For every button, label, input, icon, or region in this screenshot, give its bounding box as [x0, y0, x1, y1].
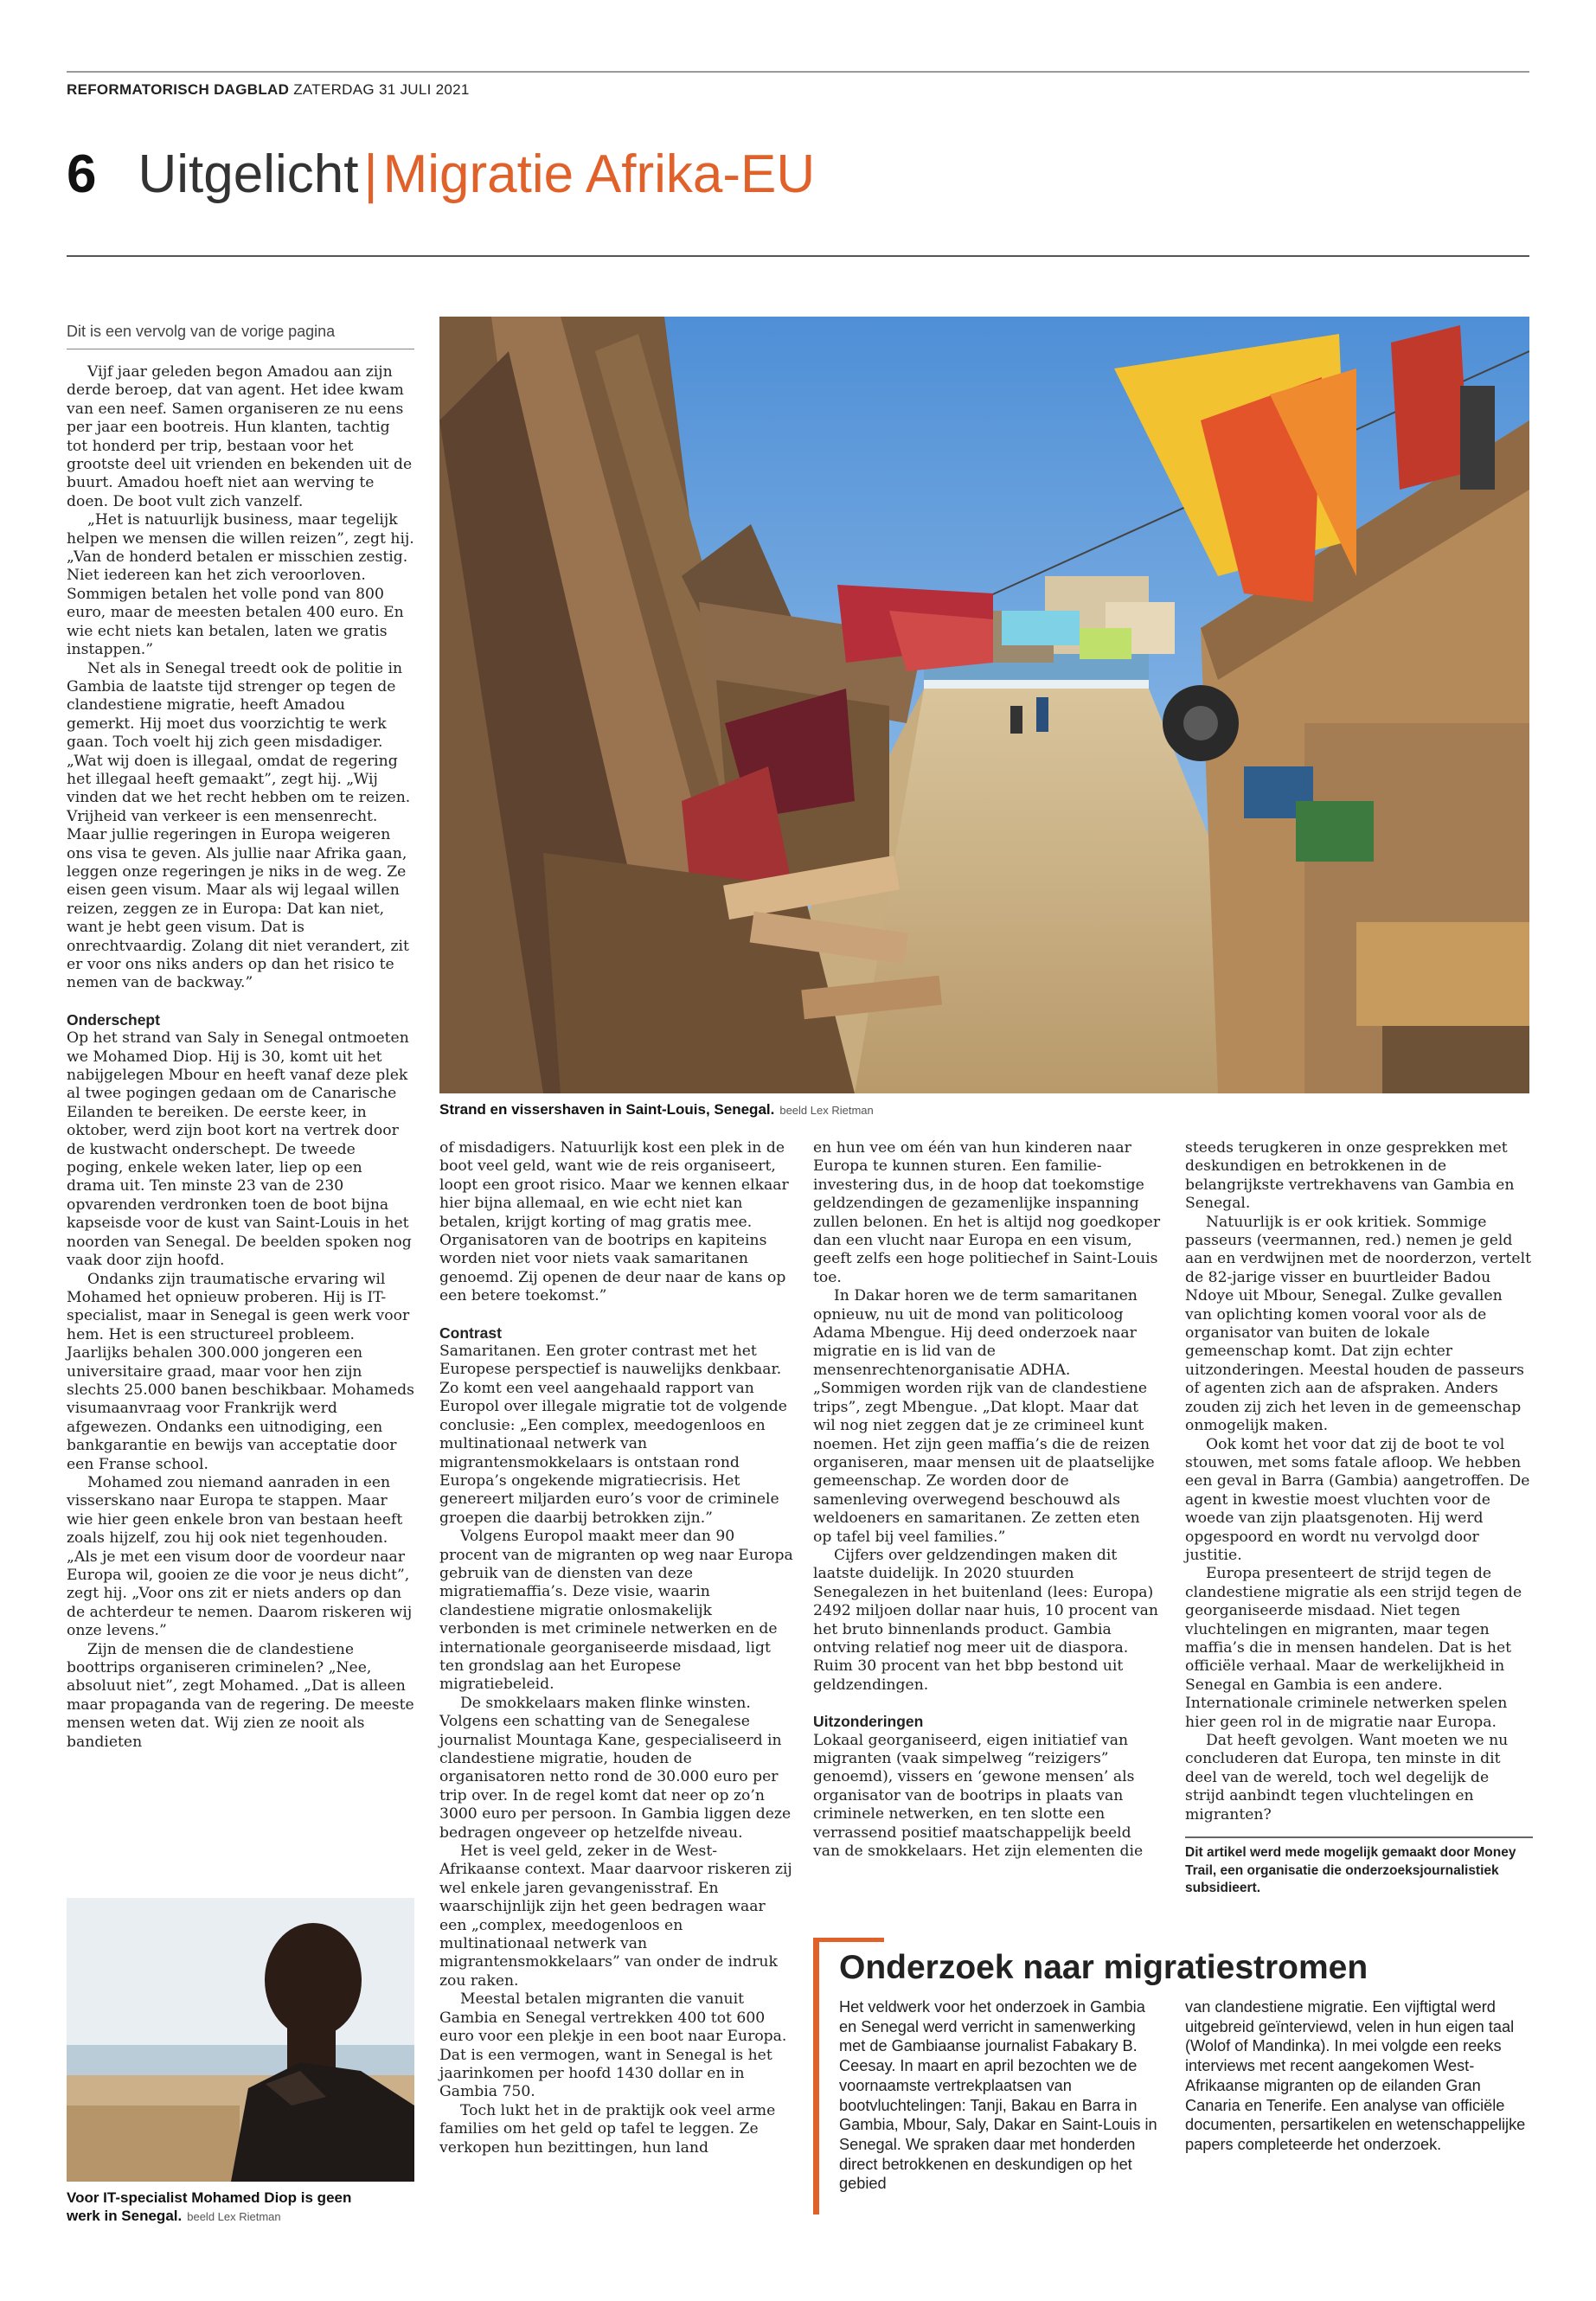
- subheading-contrast: Contrast: [439, 1324, 502, 1342]
- portrait-caption-line1: Voor IT-specialist Mohamed Diop is geen: [67, 2189, 352, 2206]
- paragraph: Zijn de mensen die de clandestiene boottrips organiseren criminelen? „Nee, absoluut niet”, zegt Mohamed. „Dat is alleen maar propaganda van de regering. De meeste mensen weten dat. Wij zien ze nooit als bandieten: [67, 1640, 414, 1751]
- heading-rule: [67, 255, 1529, 257]
- main-photo-credit: beeld Lex Rietman: [779, 1104, 874, 1117]
- sidebar-text-left: Het veldwerk voor het onderzoek in Gambia en Senegal werd verricht in samenwerking met de Gambiaanse journalist Fabakary B. Ceesay. In maart en april bezochten we de voornaamste vertrekplaatsen van bootvluchtelingen: Tanji, Bakau en Barra in Gambia, Mbour, Saly, Dakar en Saint-Louis in Senegal. We spraken daar met honderden direct betrokkenen en deskundigen op het gebied: [839, 1998, 1157, 2193]
- publication-date: ZATERDAG 31 JULI 2021: [293, 81, 470, 98]
- paragraph: of misdadigers. Natuurlijk kost een plek in de boot veel geld, want wie de reis organiseert, loopt een groot risico. Maar we kennen elkaar hier bijna allemaal, en wie echt niet kan betalen, krijgt korting of mag gratis mee. Organisatoren van de bootrips en kapiteins worden niet voor niets vaak samaritanen genoemd. Zij openen de deur naar de kans op een betere toekomst.”: [439, 1139, 789, 1305]
- subheading-onderschept: Onderschept: [67, 1010, 160, 1029]
- paragraph: Ondanks zijn traumatische ervaring wil Mohamed het opnieuw proberen. Hij is IT-specialist, maar in Senegal is geen werk voor hem. Het is een structureel probleem. Jaarlijks behalen 300.000 jongeren een universitaire graad, maar voor hen zijn slechts 25.000 banen beschikbaar. Mohameds visumaanvraag voor Frankrijk werd afgewezen. Ondanks een uitnodiging, een bankgarantie en bewijs van acceptatie door een Franse school.: [67, 1270, 414, 1473]
- credit-rule: [1185, 1836, 1533, 1838]
- main-photo-caption-text: Strand en vissershaven in Saint-Louis, Senegal.: [439, 1101, 775, 1118]
- paragraph: Net als in Senegal treedt ook de politie in Gambia de laatste tijd strenger op tegen de clandestiene migratie, heeft Amadou gemerkt. Hij moet dus voorzichtig te werk gaan. Toch voelt hij zich geen misdadiger. „Wat wij doen is illegaal, omdat de regering het illegaal heeft gemaakt”, zegt hij. „Wij vinden dat we het recht hebben om te reizen. Vrijheid van verkeer is een mensenrecht. Maar jullie regeringen in Europa weigeren ons visa te geven. Als jullie naar Afrika gaan, leggen onze regeringen je niks in de weg. Ze eisen geen visum. Maar als wij legaal willen reizen, zeggen ze in Europa: Dat kan niet, want je hebt geen visum. Dat is onrechtvaardig. Zolang dit niet verandert, zit er voor ons niks anders op dan het risico te nemen van de backway.”: [67, 659, 411, 992]
- paragraph: Toch lukt het in de praktijk ook veel arme families om het geld op tafel te leggen. Ze verkopen hun bezittingen, hun land: [439, 2101, 776, 2157]
- top-rule: [67, 71, 1529, 73]
- paragraph: „Het is natuurlijk business, maar tegelijk helpen we mensen die willen reizen”, zegt hij. „Van de honderd betalen er misschien zestig. Niet iedereen kan het zich veroorloven. Sommigen betalen het volle pond van 800 euro, maar de meesten betalen 400 euro. En wie echt niets kan betalen, laten we gratis instappen.”: [67, 511, 414, 659]
- credit-note: Dit artikel werd mede mogelijk gemaakt door Money Trail, een organisatie die onderzoeksjournalistiek subsidieert.: [1185, 1845, 1516, 1895]
- paragraph: en hun vee om één van hun kinderen naar Europa te kunnen sturen. Een familie-investering dus, in de hoop dat toekomstige geldzendingen de gezamenlijke inspanning zullen belonen. En het is altijd nog goedkoper dan een vlucht naar Europa en een visum, geeft zelfs een hoge politiechef in Saint-Louis toe.: [813, 1139, 1161, 1286]
- paragraph: Vijf jaar geleden begon Amadou aan zijn derde beroep, dat van agent. Het idee kwam van een neef. Samen organiseren ze nu eens per jaar een bootreis. Hun klanten, tachtig tot honderd per trip, bestaan voor het grootste deel uit vrienden en bekenden uit de buurt. Amadou hoeft niet aan werving te doen. De boot vult zich vanzelf.: [67, 363, 413, 510]
- paragraph: Natuurlijk is er ook kritiek. Sommige passeurs (veermannen, red.) nemen je geld aan en verdwijnen met de noorderzon, vertelt de 82-jarige visser en buurtleider Badou Ndoye uit Mbour, Senegal. Zulke gevallen van oplichting komen vooral voor als de organisator van buiten de lokale gemeenschap komt. Dat zijn echter uitzonderingen. Meestal houden de passeurs of agenten zich aan de afspraken. Anders zouden zij zich het leven in de gemeenschap onmogelijk maken.: [1185, 1213, 1531, 1435]
- paragraph: De smokkelaars maken flinke winsten. Volgens een schatting van de Senegalese journalist Mountaga Kane, gespecialiseerd in clandestiene migratie, houden de organisatoren netto rond de 30.000 euro per trip over. In de regel komt dat neer op zo’n 3000 euro per persoon. In Gambia liggen deze bedragen ongeveer op hetzelfde niveau.: [439, 1694, 792, 1842]
- publication-name: REFORMATORISCH DAGBLAD: [67, 81, 290, 98]
- main-photo: [439, 317, 1529, 1093]
- portrait-caption-line2: werk in Senegal.: [67, 2208, 183, 2224]
- paragraph: Volgens Europol maakt meer dan 90 procent van de migranten op weg naar Europa gebruik van de diensten van deze migratiemaffia’s. Deze visie, waarin clandestiene migratie onlosmakelijk verbonden is met criminele netwerken en de internationale georganiseerde misdaad, ligt ten grondslag aan het Europese migratiebeleid.: [439, 1528, 793, 1694]
- paragraph: Mohamed zou niemand aanraden in een visserskano naar Europa te stappen. Maar wie hier geen enkele bron van bestaan heeft zoals hijzelf, zou hij ook niet tegenhouden. „Als je met een visum door de voordeur naar Europa wil, gooien ze die voor je neus dicht”, zegt hij. „Voor ons zit er niets anders op dan de achterdeur te nemen. Daarom riskeren wij onze levens.”: [67, 1473, 413, 1640]
- article-column-3: [813, 1139, 1161, 1861]
- portrait-illustration: [67, 1898, 414, 2182]
- paragraph: Dat heeft gevolgen. Want moeten we nu concluderen dat Europa, ten minste in dit deel van de wereld, toch wel degelijk de strijd aanbindt tegen vluchtelingen en migranten?: [1185, 1732, 1509, 1823]
- beach-harbour-illustration: [439, 317, 1529, 1093]
- page-number: 6: [67, 144, 97, 204]
- portrait-caption: [67, 2189, 421, 2226]
- paragraph: Het is veel geld, zeker in de West-Afrikaanse context. Maar daarvoor riskeren zij wel enkele jaren gevangenisstraf. En waarschijnlijk zijn het geen bedragen waar een „complex, meedogenloos en multinationaal netwerk van migrantensmokkelaars” van onder de indruk zou raken.: [439, 1843, 792, 1990]
- sidebar-title: Onderzoek naar migratiestromen: [839, 1949, 1368, 1986]
- sidebar-column-right: [1185, 1997, 1531, 2155]
- paragraph: In Dakar horen we de term samaritanen opnieuw, nu uit de mond van politicoloog Adama Mbengue. Hij deed onderzoek naar migratie en is lid van de mensenrechtenorganisatie ADHA. „Sommigen worden rijk van de clandestiene trips”, zegt Mbengue. „Dat klopt. Maar dat wil nog niet zeggen dat je ze crimineel kunt noemen. Het zijn geen maffia’s die de reizen organiseren, maar mensen uit de plaatselijke gemeenschap. Ze worden door de samenleving overwegend beschouwd als weldoeners en samaritanen. Ze zetten eten op tafel bij veel families.”: [813, 1287, 1155, 1546]
- continuation-note: Dit is een vervolg van de vorige pagina: [67, 323, 336, 340]
- sidebar-accent-top: [813, 1938, 884, 1942]
- article-column-4: [1185, 1139, 1533, 1824]
- article-column-2: [439, 1139, 794, 2157]
- portrait-photo: [67, 1898, 414, 2182]
- portrait-credit: beeld Lex Rietman: [187, 2210, 281, 2223]
- paragraph: Ook komt het voor dat zij de boot te vol stouwen, met soms fatale afloop. We hebben een geval in Barra (Gambia) aangetroffen. De agent in kwestie moest vluchten voor de woede van zijn plaatsgenoten. Hij werd opgespoord en wordt nu vervolgd door justitie.: [1185, 1435, 1530, 1564]
- paragraph: steeds terugkeren in onze gesprekken met deskundigen en betrokkenen in de belangrijkste vertrekhavens van Gambia en Senegal.: [1185, 1139, 1515, 1213]
- section-title: Uitgelicht: [138, 144, 359, 204]
- topic-title: Migratie Afrika-EU: [382, 144, 816, 204]
- page-heading: [67, 140, 815, 209]
- sidebar-accent-left: [813, 1938, 819, 2214]
- sidebar-text-right: van clandestiene migratie. Een vijftigtal werd uitgebreid geïnterviewd, velen in hun eigen taal (Wolof of Mandinka). In mei volgde een reeks interviews met recent aangekomen West-Afrikaanse migranten op de eilanden Gran Canaria en Tenerife. Een analyse van officiële documenten, persartikelen en wetenschappelijke papers completeerde het onderzoek.: [1185, 1998, 1526, 2153]
- main-photo-caption: [439, 1100, 1529, 1119]
- paragraph: Europa presenteert de strijd tegen de clandestiene migratie als een strijd tegen de georganiseerde misdaad. Niet tegen vluchtelingen en migranten, maar tegen maffia’s die in mensen handelen. Dat is het officiële verhaal. Maar de werkelijkheid in Senegal en Gambia is een andere. Internationale criminele netwerken spelen hier geen rol in de migratie naar Europa.: [1185, 1565, 1522, 1731]
- paragraph: Cijfers over geldzendingen maken dit laatste duidelijk. In 2020 stuurden Senegalezen in het buitenland (lees: Europa) 2492 miljoen dollar naar huis, 10 procent van het bruto binnenlands product. Gambia ontving relatief nog meer uit de diaspora. Ruim 30 procent van het bbp bestond uit geldzendingen.: [813, 1546, 1158, 1694]
- paragraph: Op het strand van Saly in Senegal ontmoeten we Mohamed Diop. Hij is 30, komt uit het nabijgelegen Mbour en heeft vanaf deze plek al twee pogingen gedaan om de Canarische Eilanden te bereiken. De eerste keer, in oktober, werd zijn boot kort na vertrek door de kustwacht onderschept. De tweede poging, enkele weken later, liep op een drama uit. Ten minste 23 van de 230 opvarenden verdronken toen de boot bijna kapseisde voor de kust van Saint-Louis in het noorden van Senegal. De beelden spoken nog vaak door zijn hoofd.: [67, 1029, 412, 1270]
- publication-line: [67, 81, 470, 99]
- paragraph: Meestal betalen migranten die vanuit Gambia en Senegal vertrekken 400 tot 600 euro voor een plekje in een boot naar Europa. Dat is een vermogen, want in Senegal is het jaarinkomen per hoofd 1430 dollar en in Gambia 750.: [439, 1990, 787, 2101]
- heading-separator: |: [363, 144, 378, 204]
- paragraph: Lokaal georganiseerd, eigen initiatief van migranten (vaak simpelweg “reizigers” genoemd), vissers en ‘gewone mensen’ als organisator van de bootrips in plaats van criminele netwerken, en ten slotte een verrassend positief maatschappelijk beeld van de smokkelaars. Het zijn elementen die: [813, 1731, 1144, 1861]
- sidebar-column-left: [839, 1997, 1166, 2194]
- paragraph: Samaritanen. Een groter contrast met het Europese perspectief is nauwelijks denkbaar. Zo komt een veel aangehaald rapport van Europol over illegale migratie tot de volgende conclusie: „Een complex, meedogenloos en multinationaal netwerk van migrantensmokkelaars is ontstaan rond Europa’s ongekende migratiecrisis. Het genereert miljarden euro’s voor de criminele groepen die daarbij betrokken zijn.”: [439, 1343, 787, 1527]
- article-column-1: [67, 363, 414, 1752]
- subheading-uitzonderingen: Uitzonderingen: [813, 1713, 924, 1731]
